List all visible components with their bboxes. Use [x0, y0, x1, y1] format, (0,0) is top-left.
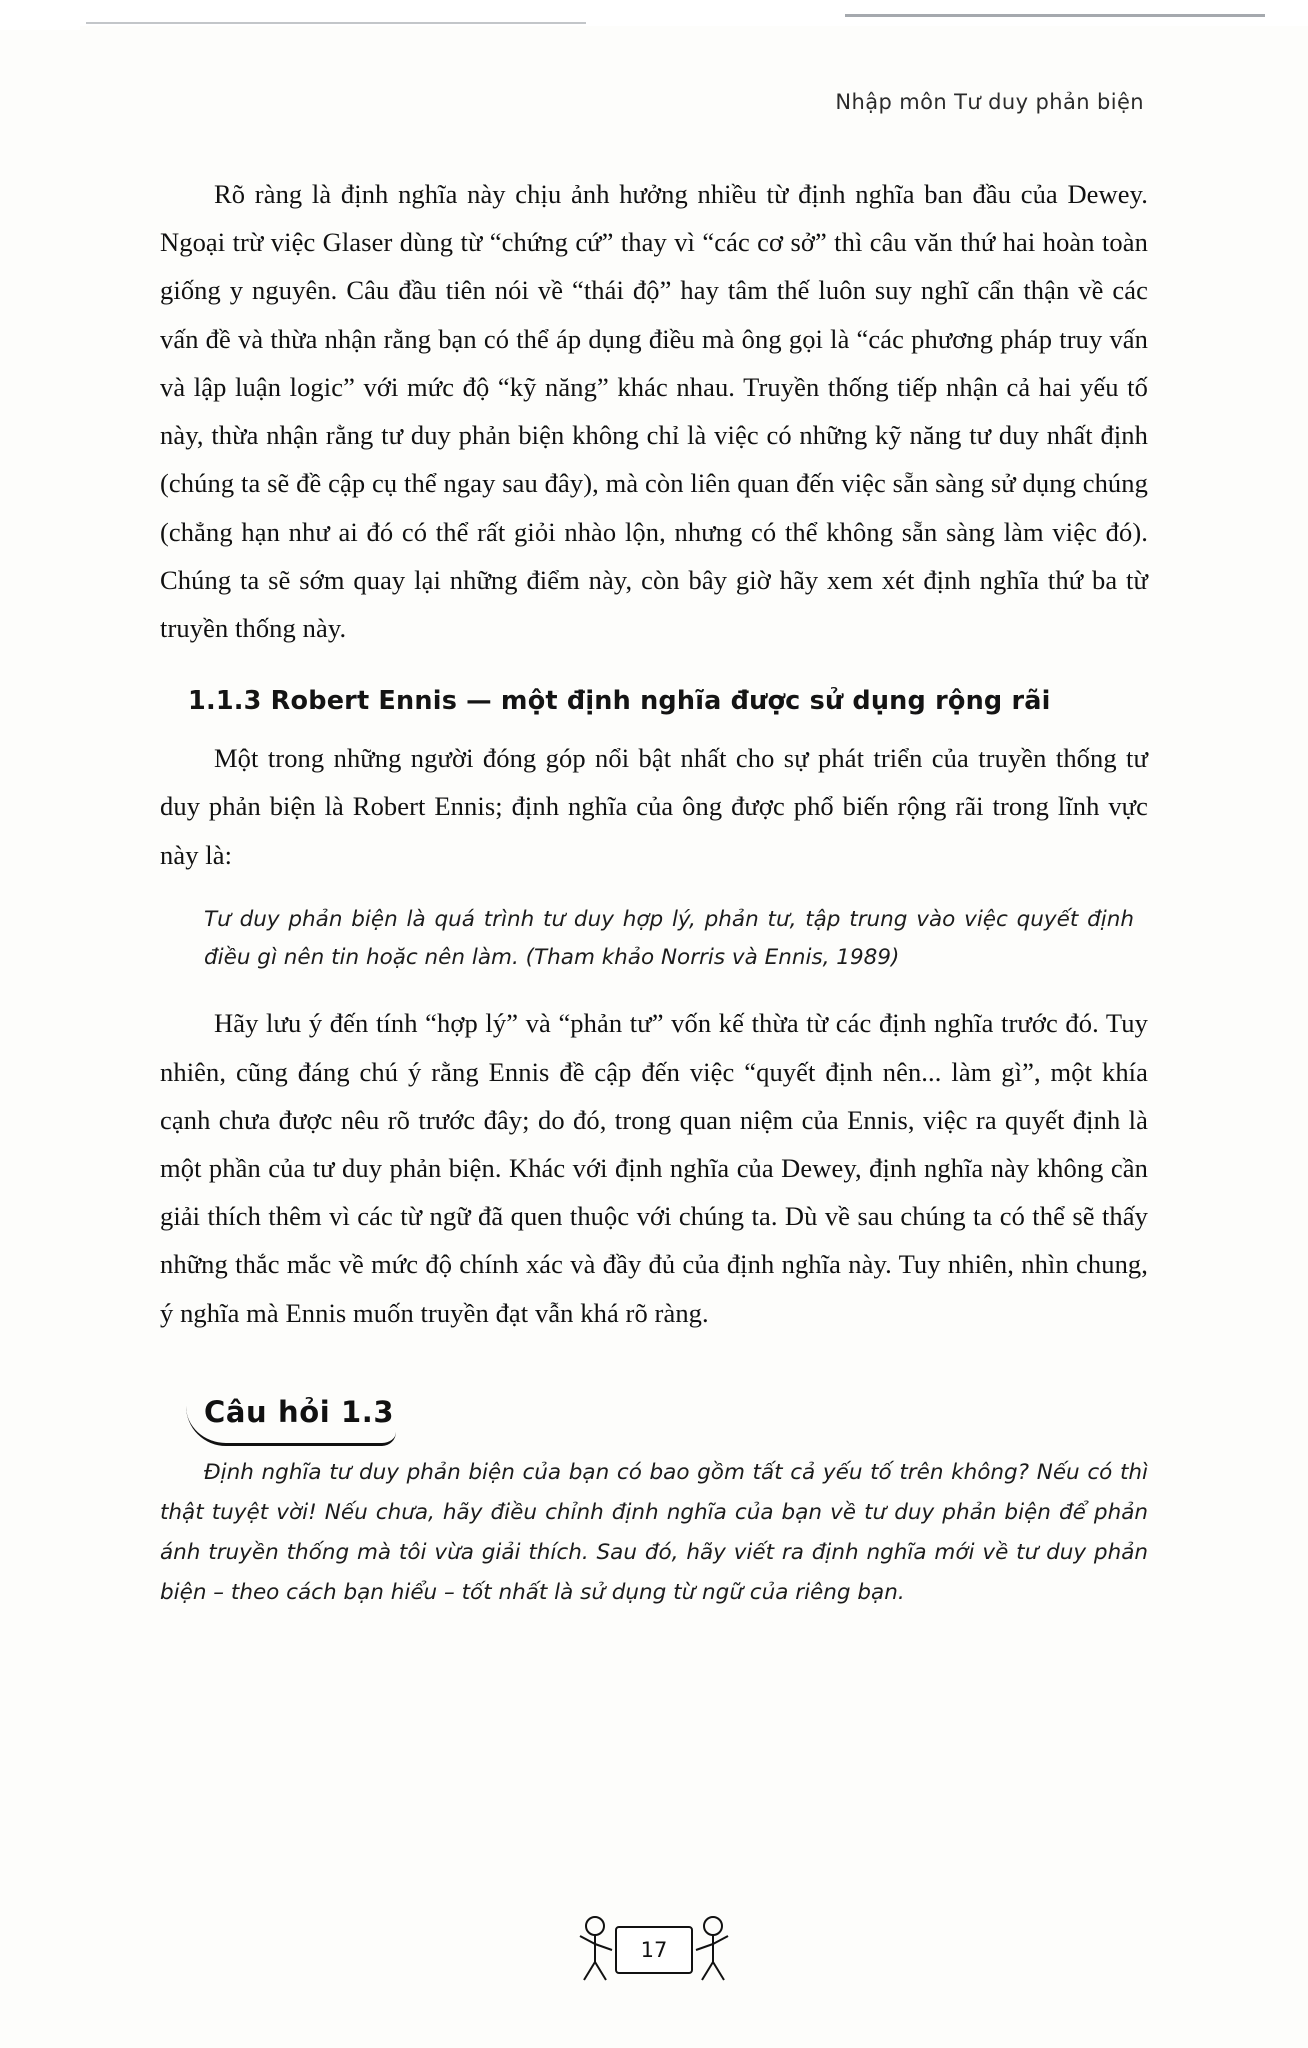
page-content	[160, 90, 1148, 1613]
scan-corner-artifact	[0, 0, 80, 30]
running-head: Nhập môn Tư duy phản biện	[835, 90, 1144, 114]
question-title-wrap	[186, 1391, 412, 1435]
paragraph-1: Rõ ràng là định nghĩa này chịu ảnh hưởng nhiều từ định nghĩa ban đầu của Dewey. Ngoại trừ việc Glaser dùng từ “chứng cứ” thay vì “các cơ sở” thì câu văn thứ hai hoàn toàn giống y nguyên. Câu đầu tiên nói về “thái độ” hay tâm thế luôn suy nghĩ cẩn thận về các vấn đề và thừa nhận rằng bạn có thể áp dụng điều mà ông gọi là “các phương pháp truy vấn và lập luận logic” với mức độ “kỹ năng” khác nhau. Truyền thống tiếp nhận cả hai yếu tố này, thừa nhận rằng tư duy phản biện không chỉ là việc có những kỹ năng tư duy nhất định (chúng ta sẽ đề cập cụ thể ngay sau đây), mà còn liên quan đến việc sẵn sàng sử dụng chúng (chẳng hạn như ai đó có thể rất giỏi nhào lộn, nhưng có thể không sẵn sàng làm việc đó). Chúng ta sẽ sớm quay lại những điểm này, còn bây giờ hãy xem xét định nghĩa thứ ba từ truyền thống này.	[160, 179, 1148, 643]
question-title: Câu hỏi 1.3	[204, 1394, 395, 1429]
stick-figure-right-icon	[690, 1914, 736, 1989]
block-quote: Tư duy phản biện là quá trình tư duy hợp lý, phản tư, tập trung vào việc quyết định điều gì nên tin hoặc nên làm. (Tham khảo Norris và Ennis, 1989)	[204, 906, 1134, 971]
section-heading: 1.1.3 Robert Ennis — một định nghĩa được sử dụng rộng rãi	[188, 686, 1051, 717]
page-number-box	[615, 1926, 693, 1974]
stick-figure-left-icon	[572, 1914, 618, 1989]
scan-line-left-artifact	[86, 22, 586, 24]
question-text: Định nghĩa tư duy phản biện của bạn có bao gồm tất cả yếu tố trên không? Nếu có thì thật tuyệt vời! Nếu chưa, hãy điều chỉnh định nghĩa của bạn về tư duy phản biện để phản ánh truyền thống mà tôi vừa giải thích. Sau đó, hãy viết ra định nghĩa mới về tư duy phản biện – theo cách bạn hiểu – tốt nhất là sử dụng từ ngữ của riêng bạn.	[160, 1459, 1148, 1605]
question-box	[160, 1391, 1148, 1613]
paragraph-3: Hãy lưu ý đến tính “hợp lý” và “phản tư” vốn kế thừa từ các định nghĩa trước đó. Tuy nhiên, cũng đáng chú ý rằng Ennis đề cập đến việc “quyết định nên... làm gì”, một khía cạnh chưa được nêu rõ trước đây; do đó, trong quan niệm của Ennis, việc ra quyết định là một phần của tư duy phản biện. Khác với định nghĩa của Dewey, định nghĩa này không cần giải thích thêm vì các từ ngữ đã quen thuộc với chúng ta. Dù về sau chúng ta có thể sẽ thấy những thắc mắc về mức độ chính xác và đầy đủ của định nghĩa này. Tuy nhiên, nhìn chung, ý nghĩa mà Ennis muốn truyền đạt vẫn khá rõ ràng.	[160, 1008, 1148, 1328]
paragraph-2: Một trong những người đóng góp nổi bật nhất cho sự phát triển của truyền thống tư duy phản biện là Robert Ennis; định nghĩa của ông được phổ biến rộng rãi trong lĩnh vực này là:	[160, 743, 1148, 870]
scan-line-right-artifact	[845, 14, 1265, 17]
page-footer	[0, 1902, 1308, 1992]
page-number: 17	[640, 1938, 668, 1962]
